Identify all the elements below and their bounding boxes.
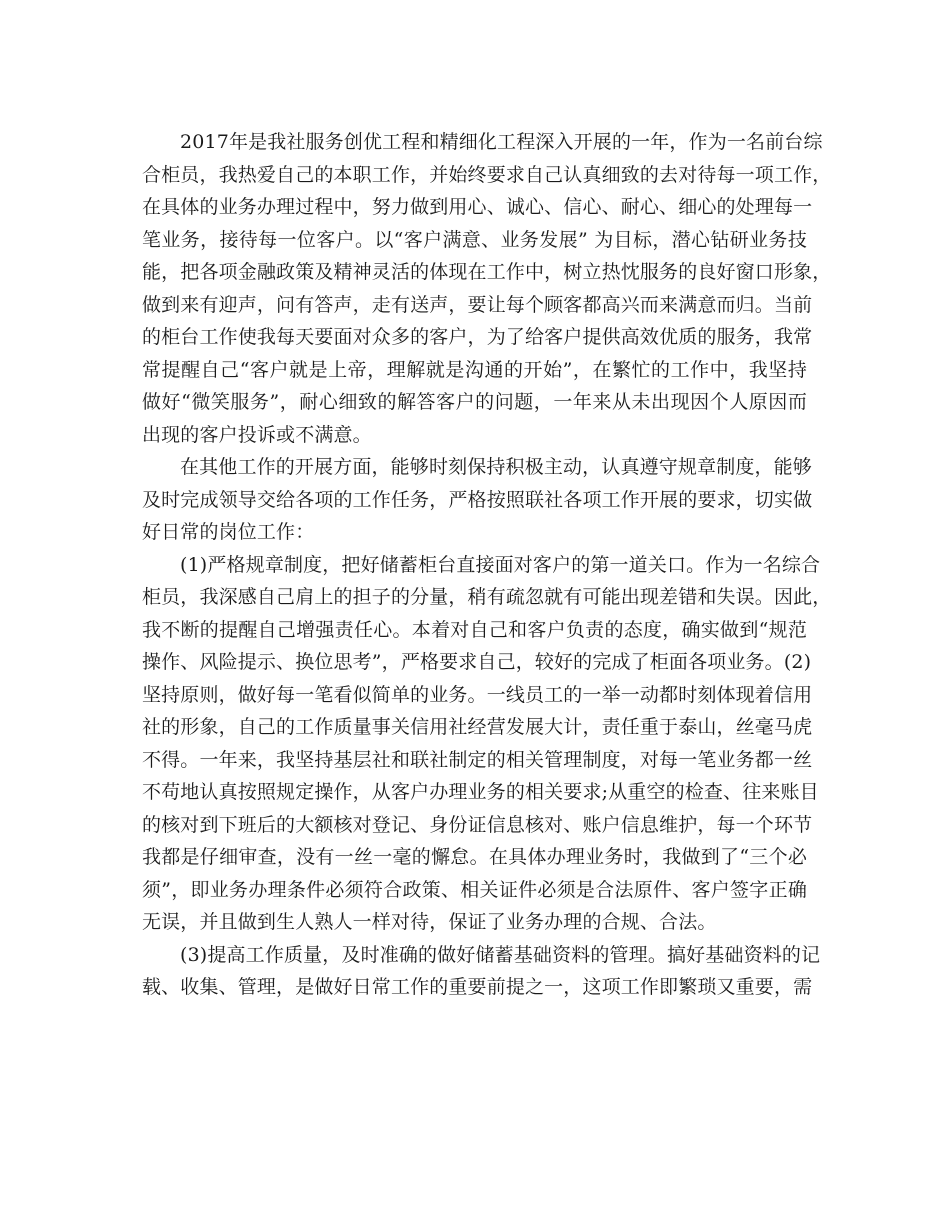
text-line: 坚持原则，做好每一笔看似简单的业务。一线员工的一举一动都时刻体现着信用 <box>142 683 813 706</box>
text-line: 笔业务，接待每一位客户。以“客户满意、业务发展” 为目标，潜心钻研业务技 <box>142 228 807 251</box>
text-line: 常提醒自己“客户就是上帝，理解就是沟通的开始”，在繁忙的工作中，我坚持 <box>142 358 807 381</box>
text-line: 柜员，我深感自己肩上的担子的分量，稍有疏忽就有可能出现差错和失误。因此， <box>142 586 832 608</box>
text-line: 社的形象，自己的工作质量事关信用社经营发展大计，责任重于泰山，丝毫马虎 <box>142 716 813 738</box>
paragraph-2 <box>142 451 813 549</box>
text-line: 的核对到下班后的大额核对登记、身份证信息核对、账户信息维护，每一个环节 <box>142 813 813 836</box>
paragraph-3 <box>142 549 832 939</box>
text-line: 不得。一年来，我坚持基层社和联社制定的相关管理制度，对每一笔业务都一丝 <box>142 748 813 771</box>
text-line: 须”，即业务办理条件必须符合政策、相关证件必须是合法原件、客户签字正确 <box>142 878 807 901</box>
text-line: 合柜员，我热爱自己的本职工作，并始终要求自己认真细致的去对待每一项工作， <box>142 163 832 186</box>
text-line: (1)严格规章制度，把好储蓄柜台直接面对客户的第一道关口。作为一名综合 <box>180 553 821 576</box>
text-line: 能，把各项金融政策及精神灵活的体现在工作中，树立热忱服务的良好窗口形象， <box>142 261 832 283</box>
text-line: 无误，并且做到生人熟人一样对待，保证了业务办理的合规、合法。 <box>142 911 717 933</box>
document-body <box>142 126 832 1004</box>
paragraph-1 <box>142 126 832 451</box>
text-line: 载、收集、管理，是做好日常工作的重要前提之一，这项工作即繁琐又重要，需 <box>142 976 813 998</box>
text-line: 操作、风险提示、换位思考”，严格要求自己，较好的完成了柜面各项业务。(2) <box>142 651 812 673</box>
text-line: 不苟地认真按照规定操作，从客户办理业务的相关要求;从重空的检查、往来账目 <box>142 781 819 803</box>
text-line: 做好“微笑服务”，耐心细致的解答客户的问题，一年来从未出现因个人原因而 <box>142 391 807 413</box>
text-line: (3)提高工作质量，及时准确的做好储蓄基础资料的管理。搞好基础资料的记 <box>180 943 821 966</box>
paragraph-4 <box>142 939 821 1004</box>
text-line: 我不断的提醒自己增强责任心。本着对自己和客户负责的态度，确实做到“规范 <box>142 618 807 641</box>
text-line: 出现的客户投诉或不满意。 <box>142 423 372 446</box>
text-line: 好日常的岗位工作： <box>142 521 315 543</box>
text-line: 做到来有迎声，问有答声，走有送声，要让每个顾客都高兴而来满意而归。当前 <box>142 293 813 316</box>
text-line: 及时完成领导交给各项的工作任务，严格按照联社各项工作开展的要求，切实做 <box>142 488 813 511</box>
text-line: 在具体的业务办理过程中，努力做到用心、诚心、信心、耐心、细心的处理每一 <box>142 196 813 218</box>
text-line: 我都是仔细审查，没有一丝一毫的懈怠。在具体办理业务时，我做到了“三个必 <box>142 846 807 868</box>
text-line: 2017年是我社服务创优工程和精细化工程深入开展的一年，作为一名前台综 <box>180 131 823 153</box>
text-line: 在其他工作的开展方面，能够时刻保持积极主动，认真遵守规章制度，能够 <box>180 456 812 478</box>
text-line: 的柜台工作使我每天要面对众多的客户，为了给客户提供高效优质的服务，我常 <box>142 326 813 348</box>
